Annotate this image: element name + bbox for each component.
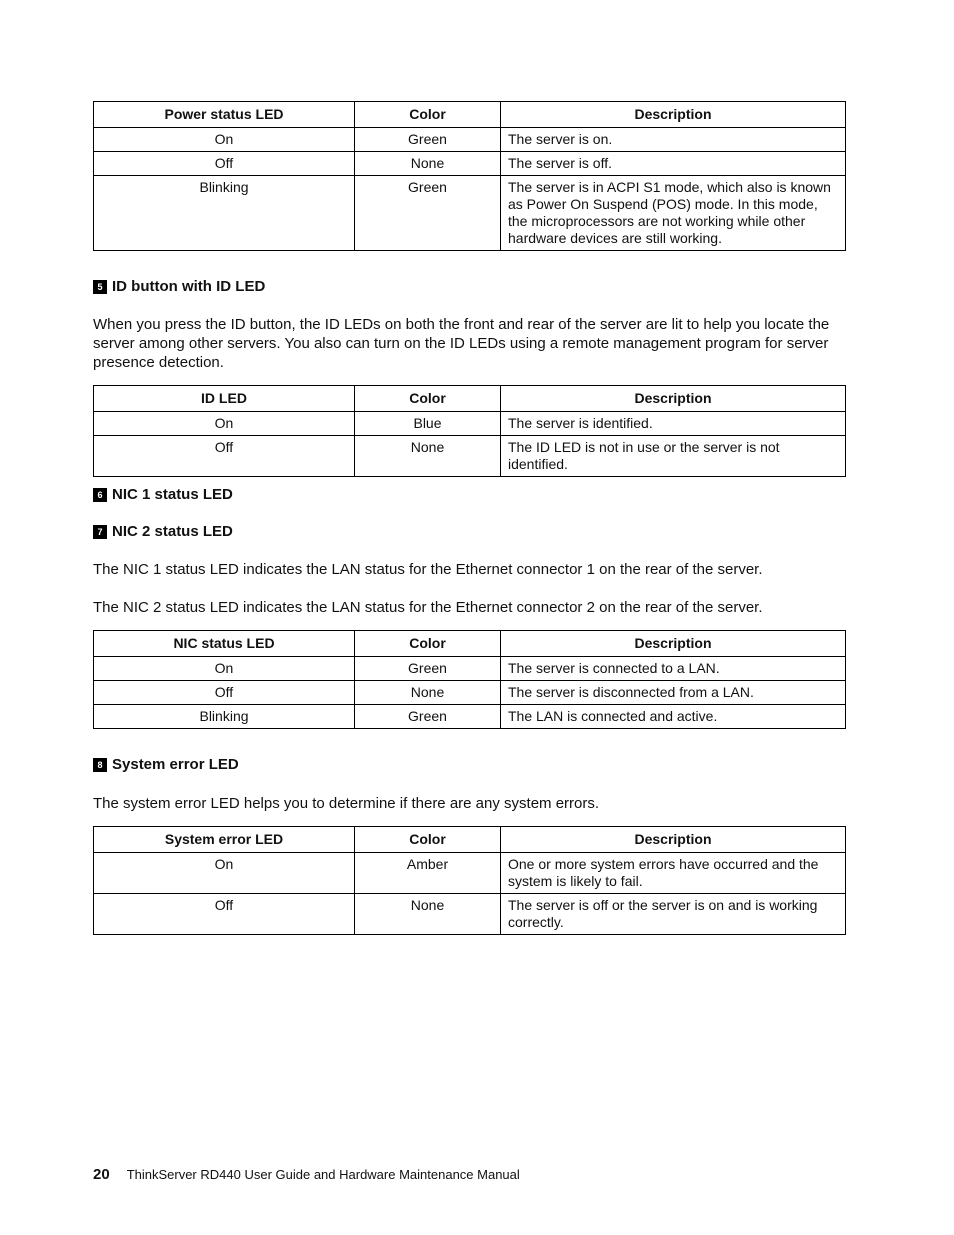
column-header: Power status LED — [94, 102, 355, 128]
column-header: Color — [355, 102, 501, 128]
callout-number-badge: 5 — [93, 280, 107, 294]
document-title: ThinkServer RD440 User Guide and Hardware Maintenance Manual — [126, 1167, 520, 1182]
callout-number-badge: 7 — [93, 525, 107, 539]
led-state-cell: Off — [94, 681, 355, 705]
section-title: System error LED — [112, 756, 239, 773]
description-cell: The server is in ACPI S1 mode, which also is known as Power On Suspend (POS) mode. In this mode, the microprocessors are not working while other hardware devices are still working. — [501, 176, 846, 251]
column-header: Description — [501, 631, 846, 657]
column-header: NIC status LED — [94, 631, 355, 657]
led-state-cell: Blinking — [94, 176, 355, 251]
color-cell: None — [355, 681, 501, 705]
table-row — [94, 412, 846, 436]
nic-status-table — [93, 630, 846, 729]
section-heading-system-error — [93, 756, 239, 773]
power-status-table — [93, 101, 846, 251]
color-cell: Green — [355, 128, 501, 152]
description-cell: The server is off or the server is on and is working correctly. — [501, 894, 846, 935]
page-number: 20 — [93, 1166, 110, 1183]
column-header: ID LED — [94, 386, 355, 412]
description-cell: The server is identified. — [501, 412, 846, 436]
description-cell: The server is on. — [501, 128, 846, 152]
color-cell: Blue — [355, 412, 501, 436]
table-header-row — [94, 631, 846, 657]
color-cell: None — [355, 436, 501, 477]
column-header: System error LED — [94, 827, 355, 853]
color-cell: None — [355, 894, 501, 935]
section-title: NIC 1 status LED — [112, 486, 233, 503]
section-paragraph: The NIC 2 status LED indicates the LAN status for the Ethernet connector 2 on the rear of the server. — [93, 599, 763, 616]
section-paragraph: When you press the ID button, the ID LEDs on both the front and rear of the server are lit to help you locate the server among other servers. You also can turn on the ID LEDs using a remote management program for server presence detection. — [93, 316, 830, 371]
section-title: ID button with ID LED — [112, 278, 266, 295]
led-state-cell: On — [94, 853, 355, 894]
column-header: Description — [501, 827, 846, 853]
table-row — [94, 176, 846, 251]
callout-number-badge: 8 — [93, 758, 107, 772]
table-row — [94, 657, 846, 681]
section-heading-nic1 — [93, 486, 233, 503]
description-cell: The ID LED is not in use or the server is not identified. — [501, 436, 846, 477]
color-cell: Green — [355, 176, 501, 251]
section-paragraph: The system error LED helps you to determine if there are any system errors. — [93, 795, 600, 812]
color-cell: Green — [355, 705, 501, 729]
led-state-cell: Off — [94, 436, 355, 477]
table-header-row — [94, 827, 846, 853]
led-state-cell: Off — [94, 894, 355, 935]
led-state-cell: Blinking — [94, 705, 355, 729]
column-header: Color — [355, 827, 501, 853]
section-title: NIC 2 status LED — [112, 523, 233, 540]
color-cell: Amber — [355, 853, 501, 894]
table-row — [94, 853, 846, 894]
section-paragraph: The NIC 1 status LED indicates the LAN status for the Ethernet connector 1 on the rear of the server. — [93, 561, 763, 578]
led-state-cell: On — [94, 412, 355, 436]
table-row — [94, 128, 846, 152]
table-header-row — [94, 386, 846, 412]
column-header: Description — [501, 102, 846, 128]
table-row — [94, 894, 846, 935]
description-cell: The server is off. — [501, 152, 846, 176]
table-row — [94, 152, 846, 176]
column-header: Color — [355, 386, 501, 412]
table-row — [94, 681, 846, 705]
column-header: Color — [355, 631, 501, 657]
id-led-table — [93, 385, 846, 477]
column-header: Description — [501, 386, 846, 412]
system-error-table — [93, 826, 846, 935]
description-cell: The LAN is connected and active. — [501, 705, 846, 729]
color-cell: None — [355, 152, 501, 176]
description-cell: One or more system errors have occurred and the system is likely to fail. — [501, 853, 846, 894]
led-state-cell: Off — [94, 152, 355, 176]
description-cell: The server is disconnected from a LAN. — [501, 681, 846, 705]
section-heading-nic2 — [93, 523, 233, 540]
callout-number-badge: 6 — [93, 488, 107, 502]
table-row — [94, 705, 846, 729]
description-cell: The server is connected to a LAN. — [501, 657, 846, 681]
table-header-row — [94, 102, 846, 128]
color-cell: Green — [355, 657, 501, 681]
section-heading-id-button — [93, 278, 265, 295]
page-footer — [93, 1166, 520, 1183]
led-state-cell: On — [94, 657, 355, 681]
led-state-cell: On — [94, 128, 355, 152]
table-row — [94, 436, 846, 477]
